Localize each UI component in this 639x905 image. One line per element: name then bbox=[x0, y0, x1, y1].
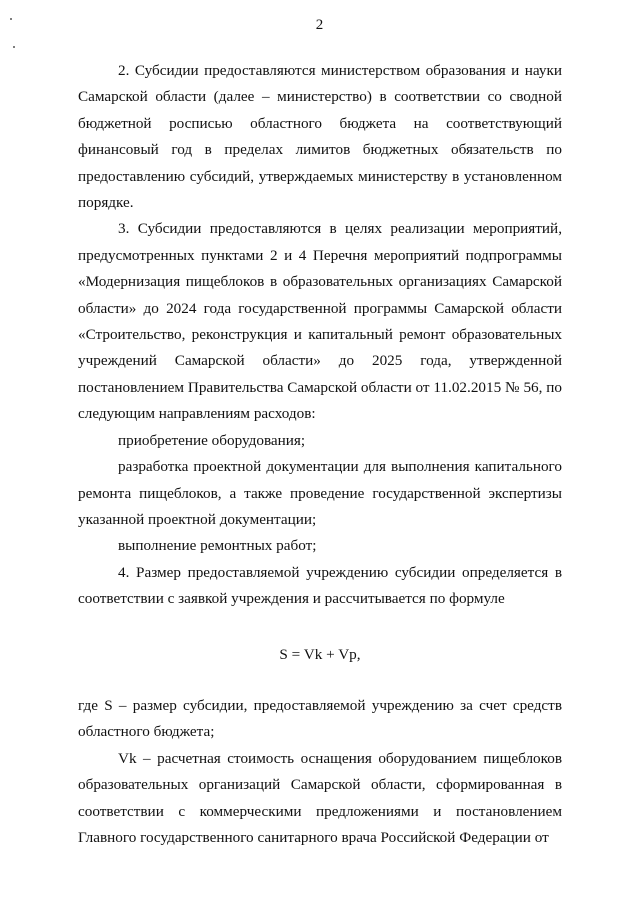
scan-speck bbox=[13, 46, 15, 48]
document-body bbox=[78, 58, 562, 851]
expense-item-repair-works: выполнение ремонтных работ; bbox=[118, 537, 317, 555]
page-number: 2 bbox=[315, 17, 324, 33]
expense-item-design-documentation: разработка проектной документации для выполнения капитального ремонта пищеблоков, а также проведение государственной экспертизы указанной проектной документации; bbox=[78, 458, 562, 528]
subsidy-formula: S = Vk + Vp, bbox=[279, 645, 361, 663]
expense-item-equipment: приобретение оборудования; bbox=[118, 431, 306, 449]
formula-definition-s: где S – размер субсидии, предоставляемой учреждению за счет средств областного бюджета; bbox=[78, 696, 562, 741]
paragraph-4-subsidy-amount: 4. Размер предоставляемой учреждению субсидии определяется в соответствии с заявкой учреждения и рассчитывается по формуле bbox=[78, 563, 562, 608]
formula-definition-vk: Vk – расчетная стоимость оснащения оборудованием пищеблоков образовательных организаций Самарской области, сформированная в соответствии с коммерческими предложениями и постановлением Главного государственного санитарного врача Российской Федерации от bbox=[78, 749, 562, 846]
paragraph-3-subsidies-purpose: 3. Субсидии предоставляются в целях реализации мероприятий, предусмотренных пунктами 2 и 4 Перечня мероприятий подпрограммы «Модернизация пищеблоков в образовательных организациях Самарской области» до 2024 года государственной программы Самарской области «Строительство, реконструкция и капитальный ремонт образовательных учреждений Самарской области» до 2025 года, утвержденной постановлением Правительства Самарской области от 11.02.2015 № 56, по следующим направлениям расходов: bbox=[78, 220, 562, 423]
paragraph-2-subsidies-provider: 2. Субсидии предоставляются министерством образования и науки Самарской области (далее – министерство) в соответствии со сводной бюджетной росписью областного бюджета на соответствующий финансовый год в пределах лимитов бюджетных обязательств по предоставлению субсидий, утверждаемых министерству в установленном порядке. bbox=[78, 62, 562, 212]
